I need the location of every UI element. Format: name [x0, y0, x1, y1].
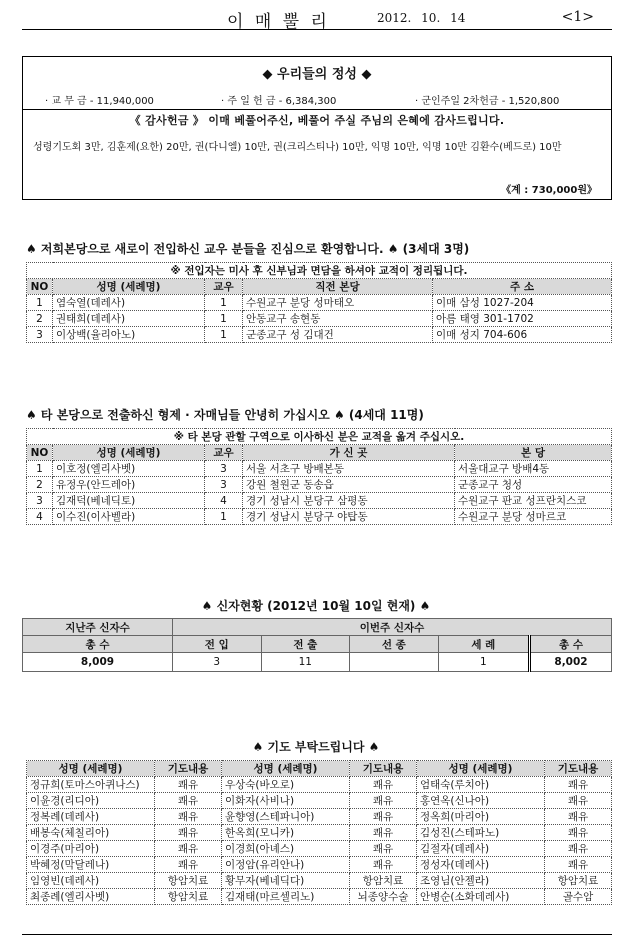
- cell: 안병순(소화데레사): [417, 889, 545, 905]
- cell: 정옥희(마리아): [417, 809, 545, 825]
- cell: 1: [27, 461, 53, 477]
- col-no: NO: [27, 279, 53, 295]
- cell: 1: [205, 311, 243, 327]
- cell: 3: [27, 327, 53, 343]
- cell: 서울대교구 방배4동: [455, 461, 612, 477]
- page-header: [22, 6, 612, 30]
- cell: 강원 철원군 동송읍: [243, 477, 455, 493]
- cell: 윤향영(스테파니아): [222, 809, 350, 825]
- transfer-in-note: ※ 전입자는 미사 후 신부님과 면담을 하셔야 교적이 정리됩니다.: [27, 263, 612, 279]
- cell: 쾌유: [350, 809, 417, 825]
- offering-item-military: · 군인주일 2차헌금 - 1,520,800: [415, 96, 560, 107]
- cell: 서울 서초구 방배본동: [243, 461, 455, 477]
- table-row: [27, 793, 612, 809]
- this-total-label: 총 수: [530, 636, 612, 653]
- cell: 1: [27, 295, 53, 311]
- cell: 정복례(데레사): [27, 809, 155, 825]
- offering-item-tithe: · 교 무 금 - 11,940,000: [45, 96, 154, 107]
- cell: 이윤경(리디아): [27, 793, 155, 809]
- col-in: 전 입: [173, 636, 262, 653]
- this-total-value: 8,002: [530, 653, 612, 672]
- table-row: [27, 809, 612, 825]
- offering-box: [22, 56, 612, 200]
- cell: 권태희(데레사): [53, 311, 205, 327]
- cell: 조영님(안젤라): [417, 873, 545, 889]
- cell: 수원교구 판교 성프란치스코: [455, 493, 612, 509]
- thanks-title: 《 감사헌금 》 이매 베풀어주신, 베풀어 주실 주님의 은혜에 감사드립니다.: [129, 114, 505, 127]
- cell: 3: [205, 461, 243, 477]
- col-out: 전 출: [261, 636, 350, 653]
- page-number: <1>: [561, 9, 594, 25]
- cell: 쾌유: [350, 841, 417, 857]
- bottom-rule: [22, 934, 612, 935]
- table-row: [27, 873, 612, 889]
- transfer-in-heading: ♠ 저희본당으로 새로이 전입하신 교우 분들을 진심으로 환영합니다. ♠ (3세대 3명): [26, 242, 470, 256]
- in-value: 3: [173, 653, 262, 672]
- table-row: [27, 327, 612, 343]
- table-row: [27, 777, 612, 793]
- cell: 골수암: [545, 889, 612, 905]
- cell: 쾌유: [155, 793, 222, 809]
- this-week-label: 이번주 신자수: [173, 619, 612, 636]
- cell: 배봉숙(체칠리아): [27, 825, 155, 841]
- census-heading: ♠ 신자현황 (2012년 10월 10일 현재) ♠: [201, 599, 431, 613]
- transfer-out-heading: ♠ 타 본당으로 전출하신 형제 · 자매님들 안녕히 가십시오 ♠ (4세대 11명): [26, 408, 424, 422]
- cell: 1: [205, 509, 243, 525]
- out-value: 11: [261, 653, 350, 672]
- cell: 김재덕(베네딕토): [53, 493, 205, 509]
- table-row: [27, 477, 612, 493]
- col-name: 성명 (세례명): [417, 761, 545, 777]
- baptism-value: 1: [438, 653, 529, 672]
- col-name: 성명 (세례명): [53, 445, 205, 461]
- cell: 쾌유: [155, 841, 222, 857]
- table-row: [27, 509, 612, 525]
- col-reason: 기도내용: [155, 761, 222, 777]
- offering-summary: [23, 88, 611, 110]
- cell: 이수진(이사벨라): [53, 509, 205, 525]
- cell: 이매 삼성 1027-204: [433, 295, 612, 311]
- table-row: [27, 311, 612, 327]
- cell: 김절자(데레사): [417, 841, 545, 857]
- col-no: NO: [27, 445, 53, 461]
- cell: 쾌유: [155, 809, 222, 825]
- table-row: [27, 889, 612, 905]
- col-prev-parish: 직전 본당: [243, 279, 433, 295]
- table-row: [27, 295, 612, 311]
- table-row: [27, 493, 612, 509]
- col-members: 교우: [205, 279, 243, 295]
- cell: 수원교구 분당 성마르코: [455, 509, 612, 525]
- cell: 1: [205, 327, 243, 343]
- last-week-label: 지난주 신자수: [23, 619, 173, 636]
- cell: 군종교구 청성: [455, 477, 612, 493]
- cell: 3: [27, 493, 53, 509]
- cell: 경기 성남시 분당구 삼평동: [243, 493, 455, 509]
- cell: 이호정(엘리사벳): [53, 461, 205, 477]
- bulletin-date: 2012. 10. 14: [377, 11, 466, 25]
- cell: 엄태숙(루치아): [417, 777, 545, 793]
- col-members: 교우: [205, 445, 243, 461]
- cell: 정규희(토마스아퀴나스): [27, 777, 155, 793]
- transfer-out-note: ※ 타 본당 관할 구역으로 이사하신 분은 교적을 옮겨 주십시오.: [27, 429, 612, 445]
- cell: 쾌유: [350, 857, 417, 873]
- prayer-heading: ♠ 기도 부탁드립니다 ♠: [252, 740, 380, 754]
- cell: 4: [27, 509, 53, 525]
- col-address: 주 소: [433, 279, 612, 295]
- col-parish: 본 당: [455, 445, 612, 461]
- cell: 정성자(데레사): [417, 857, 545, 873]
- col-reason: 기도내용: [350, 761, 417, 777]
- cell: 항암치료: [155, 889, 222, 905]
- cell: 쾌유: [545, 825, 612, 841]
- cell: 쾌유: [545, 809, 612, 825]
- deceased-value: [350, 653, 439, 672]
- table-row: [27, 825, 612, 841]
- col-baptism: 세 례: [438, 636, 529, 653]
- cell: 쾌유: [545, 793, 612, 809]
- cell: 우상숙(바오로): [222, 777, 350, 793]
- cell: 이화자(사비나): [222, 793, 350, 809]
- cell: 쾌유: [350, 825, 417, 841]
- cell: 이상백(율리아노): [53, 327, 205, 343]
- cell: 2: [27, 477, 53, 493]
- cell: 염숙열(데레사): [53, 295, 205, 311]
- cell: 2: [27, 311, 53, 327]
- thanks-names: 성령기도회 3만, 김훈제(요한) 20만, 권(다니엘) 10만, 권(크리스티나) 10만, 익명 10만, 익명 10만 김환수(베드로) 10만: [33, 142, 562, 153]
- table-row: [27, 461, 612, 477]
- cell: 쾌유: [545, 777, 612, 793]
- cell: 3: [205, 477, 243, 493]
- cell: 김성진(스테파노): [417, 825, 545, 841]
- cell: 항암치료: [155, 873, 222, 889]
- cell: 뇌종양수술: [350, 889, 417, 905]
- cell: 쾌유: [545, 841, 612, 857]
- cell: 황무자(베네딕다): [222, 873, 350, 889]
- last-total-label: 총 수: [23, 636, 173, 653]
- offering-title: ◆ 우리들의 정성 ◆: [262, 67, 372, 82]
- cell: 쾌유: [155, 777, 222, 793]
- cell: 경기 성남시 분당구 야탑동: [243, 509, 455, 525]
- cell: 1: [205, 295, 243, 311]
- cell: 수원교구 분당 성마태오: [243, 295, 433, 311]
- cell: 이정암(유리안나): [222, 857, 350, 873]
- col-reason: 기도내용: [545, 761, 612, 777]
- table-row: [27, 857, 612, 873]
- cell: 쾌유: [155, 825, 222, 841]
- offering-item-sunday: · 주 일 헌 금 - 6,384,300: [221, 96, 337, 107]
- col-name: 성명 (세례명): [27, 761, 155, 777]
- thanks-total: 《계 : 730,000원》: [501, 185, 597, 196]
- cell: 홍연옥(신나아): [417, 793, 545, 809]
- col-destination: 가 신 곳: [243, 445, 455, 461]
- cell: 4: [205, 493, 243, 509]
- cell: 박혜정(막달레나): [27, 857, 155, 873]
- col-name: 성명 (세례명): [222, 761, 350, 777]
- bulletin-title: 이 매 뿔 리: [227, 12, 330, 32]
- col-deceased: 선 종: [350, 636, 439, 653]
- census-table: [22, 618, 612, 672]
- cell: 한옥희(모니카): [222, 825, 350, 841]
- cell: 이경주(마리아): [27, 841, 155, 857]
- transfer-out-table: [26, 428, 612, 525]
- cell: 김재태(마르셀리노): [222, 889, 350, 905]
- last-total-value: 8,009: [23, 653, 173, 672]
- cell: 이경희(아녜스): [222, 841, 350, 857]
- cell: 아름 태영 301-1702: [433, 311, 612, 327]
- cell: 이매 성지 704-606: [433, 327, 612, 343]
- cell: 안동교구 송현동: [243, 311, 433, 327]
- table-row: [27, 841, 612, 857]
- cell: 쾌유: [545, 857, 612, 873]
- prayer-table: [26, 760, 612, 905]
- cell: 쾌유: [350, 793, 417, 809]
- cell: 군종교구 성 김대건: [243, 327, 433, 343]
- cell: 임영빈(데레사): [27, 873, 155, 889]
- cell: 항암치료: [350, 873, 417, 889]
- cell: 항암치료: [545, 873, 612, 889]
- cell: 쾌유: [350, 777, 417, 793]
- cell: 쾌유: [155, 857, 222, 873]
- col-name: 성명 (세례명): [53, 279, 205, 295]
- transfer-in-table: [26, 262, 612, 343]
- cell: 유정우(안드레아): [53, 477, 205, 493]
- cell: 최종례(엘리사벳): [27, 889, 155, 905]
